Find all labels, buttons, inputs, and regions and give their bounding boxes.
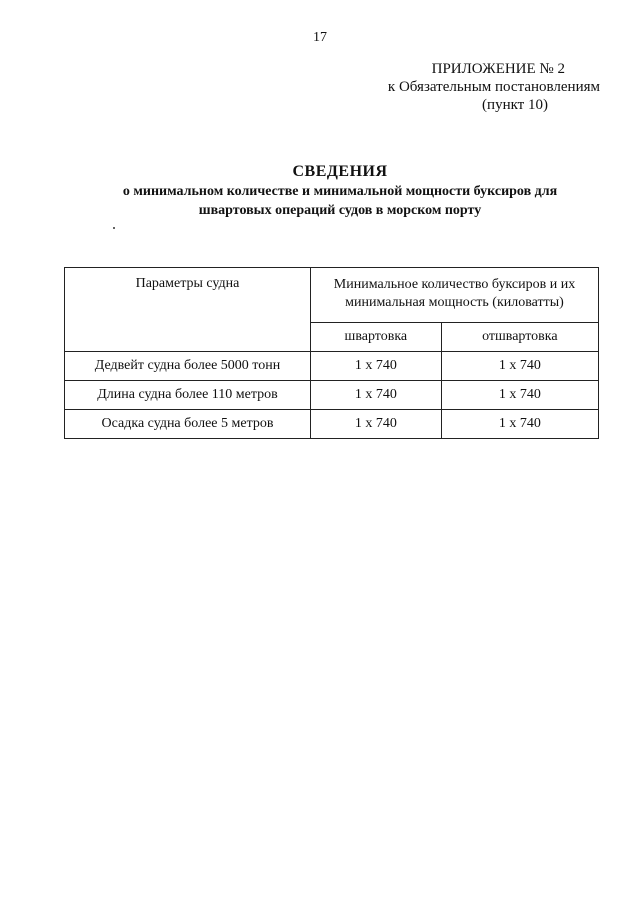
appendix-reference: к Обязательным постановлениям (387, 79, 600, 95)
header-unmooring: отшвартовка (441, 323, 598, 352)
appendix-title: ПРИЛОЖЕНИЕ № 2 (431, 61, 565, 77)
row-mooring-value: 1 x 740 (311, 410, 442, 439)
table-row (65, 352, 599, 381)
page-number: 17 (313, 30, 327, 45)
row-parameter: Длина судна более 110 метров (65, 381, 311, 410)
row-parameter: Осадка судна более 5 метров (65, 410, 311, 439)
header-tug-requirements: Минимальное количество буксиров и их минимальная мощность (киловатты) (311, 268, 599, 323)
heading-title: СВЕДЕНИЯ (292, 163, 388, 180)
table-row (65, 381, 599, 410)
header-mooring: швартовка (311, 323, 442, 352)
table-header-row (65, 268, 599, 323)
row-parameter: Дедвейт судна более 5000 тонн (65, 352, 311, 381)
appendix-clause: (пункт 10) (482, 97, 548, 113)
row-unmooring-value: 1 x 740 (441, 381, 598, 410)
heading-subtitle-line-1: о минимальном количестве и минимальной мощности буксиров для (122, 184, 558, 199)
table-row (65, 410, 599, 439)
tug-requirements-table (64, 267, 599, 439)
header-vessel-parameters: Параметры судна (65, 268, 311, 352)
row-mooring-value: 1 x 740 (311, 381, 442, 410)
heading-subtitle-line-2: швартовых операций судов в морском порту (198, 203, 482, 218)
row-mooring-value: 1 x 740 (311, 352, 442, 381)
row-unmooring-value: 1 x 740 (441, 410, 598, 439)
appendix-header (300, 60, 600, 114)
document-heading (70, 162, 610, 220)
row-unmooring-value: 1 x 740 (441, 352, 598, 381)
scan-speck (113, 227, 115, 229)
